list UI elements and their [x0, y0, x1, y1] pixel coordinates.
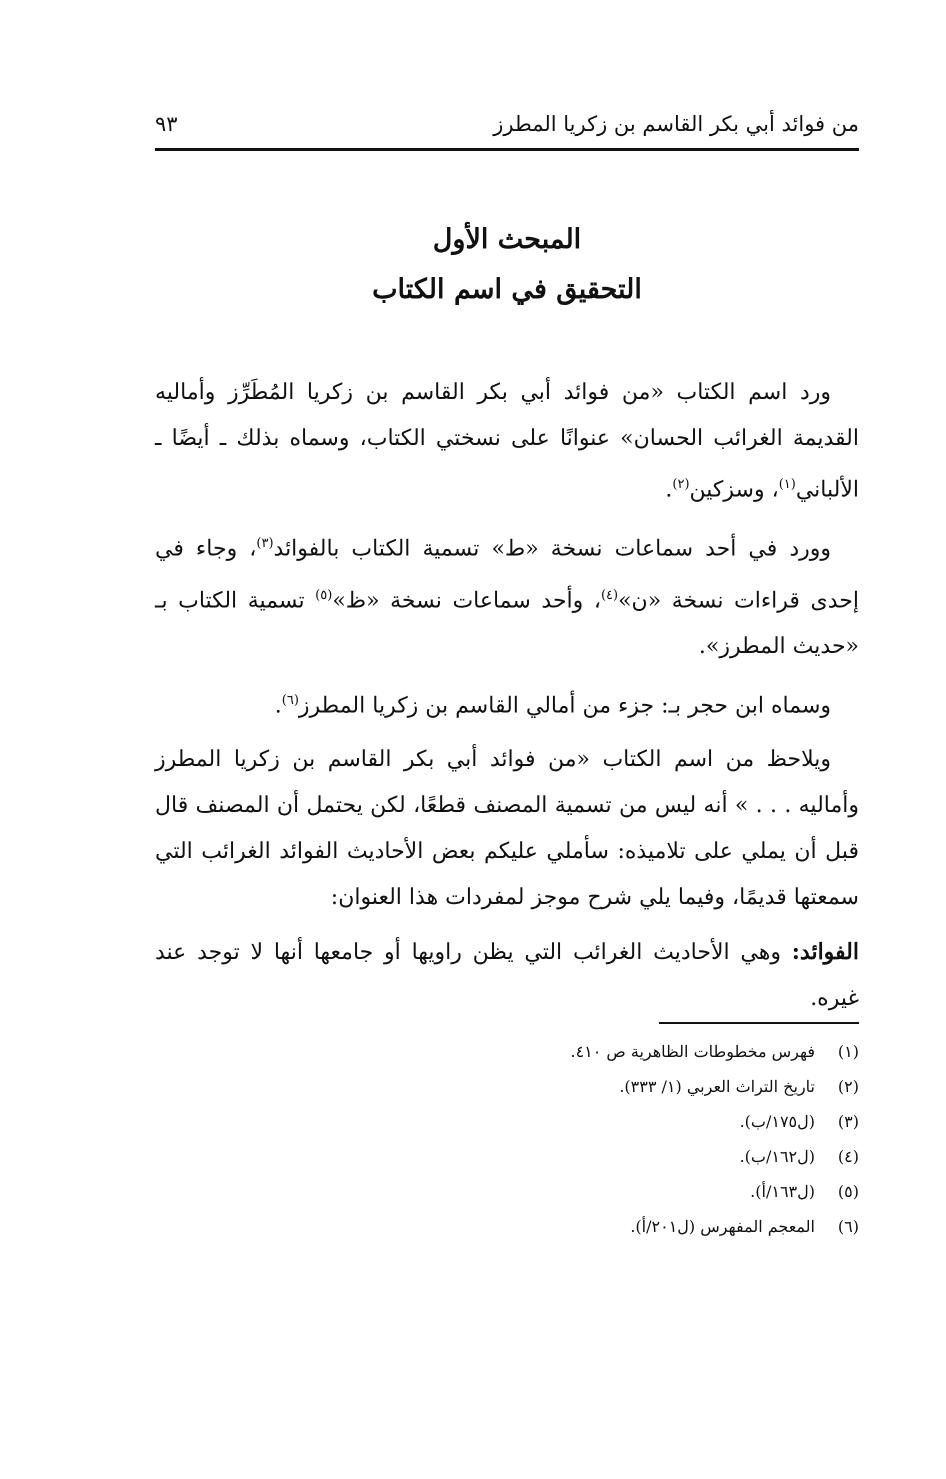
paragraph-2: [155, 521, 859, 670]
paragraph-3-a: وسماه ابن حجر بـ: جزء من أمالي القاسم بن زكريا المطرز: [298, 693, 831, 719]
footnote-ref-2: (٢): [672, 477, 690, 492]
section-heading: التحقيق في اسم الكتاب: [372, 274, 642, 305]
paragraph-1: [155, 370, 859, 513]
footnote-text: (ل١٧٥/ب).: [739, 1112, 815, 1131]
footnote-item: [300, 1034, 859, 1069]
footnote-text: فهرس مخطوطات الظاهرية ص ٤١٠.: [570, 1042, 815, 1061]
footnote-item: [300, 1104, 859, 1139]
paragraph-4: ويلاحظ من اسم الكتاب «من فوائد أبي بكر القاسم بن زكريا المطرز وأماليه . . . » أنه ليس من تسمية المصنف قطعًا، لكن يحتمل أن المصنف قال قبل أن يملي على تلاميذه: سأملي عليكم بعض الأحاديث الفوائد الغرائب التي سمعتها قديمًا، وفيما يلي شرح موجز لمفردات هذا العنوان:: [155, 747, 859, 911]
footnote-item: [300, 1139, 859, 1174]
paragraph-1-mid: ، وسزكين: [689, 477, 779, 503]
paragraph-2-c: ، وأحد سماعات نسخة «ظ»: [332, 587, 601, 613]
running-header: [155, 104, 859, 146]
paragraph-3-end: .: [274, 693, 282, 719]
footnote-ref-6: (٦): [281, 692, 299, 708]
paragraph-2-d: تسمية الكتاب بـ «حديث المطرز».: [155, 587, 859, 659]
paragraph-5: [155, 929, 859, 1022]
footnote-ref-4: (٤): [600, 587, 619, 603]
body-text: [155, 370, 859, 1030]
footnote-text: (ل١٦٢/ب).: [739, 1147, 815, 1166]
page-number: ٩٣: [155, 112, 178, 136]
footnotes-list: [300, 1034, 859, 1244]
footnote-item: [300, 1174, 859, 1209]
term-fawaid: الفوائد:: [791, 939, 859, 966]
footnote-ref-5: (٥): [315, 587, 333, 603]
footnote-item: [300, 1069, 859, 1104]
paragraph-2-a: وورد في أحد سماعات نسخة «ط» تسمية الكتاب بالفوائد: [273, 536, 831, 562]
footnote-text: المعجم المفهرس (ل٢٠١/أ).: [630, 1217, 815, 1236]
paragraph-5-text: وهي الأحاديث الغرائب التي يظن راويها أو جامعها أنها لا توجد عند غيره.: [155, 940, 859, 1012]
footnote-ref-1: (١): [778, 477, 796, 492]
chapter-heading: المبحث الأول: [432, 224, 582, 255]
footnote-text: تاريخ التراث العربي (١/ ٣٣٣).: [619, 1077, 815, 1096]
paragraph-1-end: .: [665, 477, 673, 503]
footnote-ref-3: (٣): [256, 536, 274, 552]
paragraph-3: [155, 678, 859, 729]
running-title: من فوائد أبي بكر القاسم بن زكريا المطرز: [493, 112, 859, 136]
footnote-marker: (٦): [837, 1217, 859, 1236]
footnote-text: (ل١٦٣/أ).: [750, 1182, 815, 1201]
footnote-marker: (٣): [837, 1112, 859, 1131]
footnote-rule: [659, 1022, 859, 1024]
footnote-marker: (١): [837, 1042, 859, 1061]
footnote-marker: (٤): [837, 1147, 859, 1166]
paragraph-1-text: ورد اسم الكتاب «من فوائد أبي بكر القاسم بن زكريا المُطَرِّز وأماليه القديمة الغرائب الحسان» عنوانًا على نسختي الكتاب، وسماه بذلك ـ أيضًا ـ الألباني: [155, 380, 859, 503]
footnote-marker: (٢): [837, 1077, 859, 1096]
footnote-item: [300, 1209, 859, 1244]
footnote-marker: (٥): [837, 1182, 859, 1201]
header-rule: [155, 148, 859, 151]
paragraph-2-b: ، وجاء في إحدى قراءات نسخة «ن»: [155, 536, 859, 613]
